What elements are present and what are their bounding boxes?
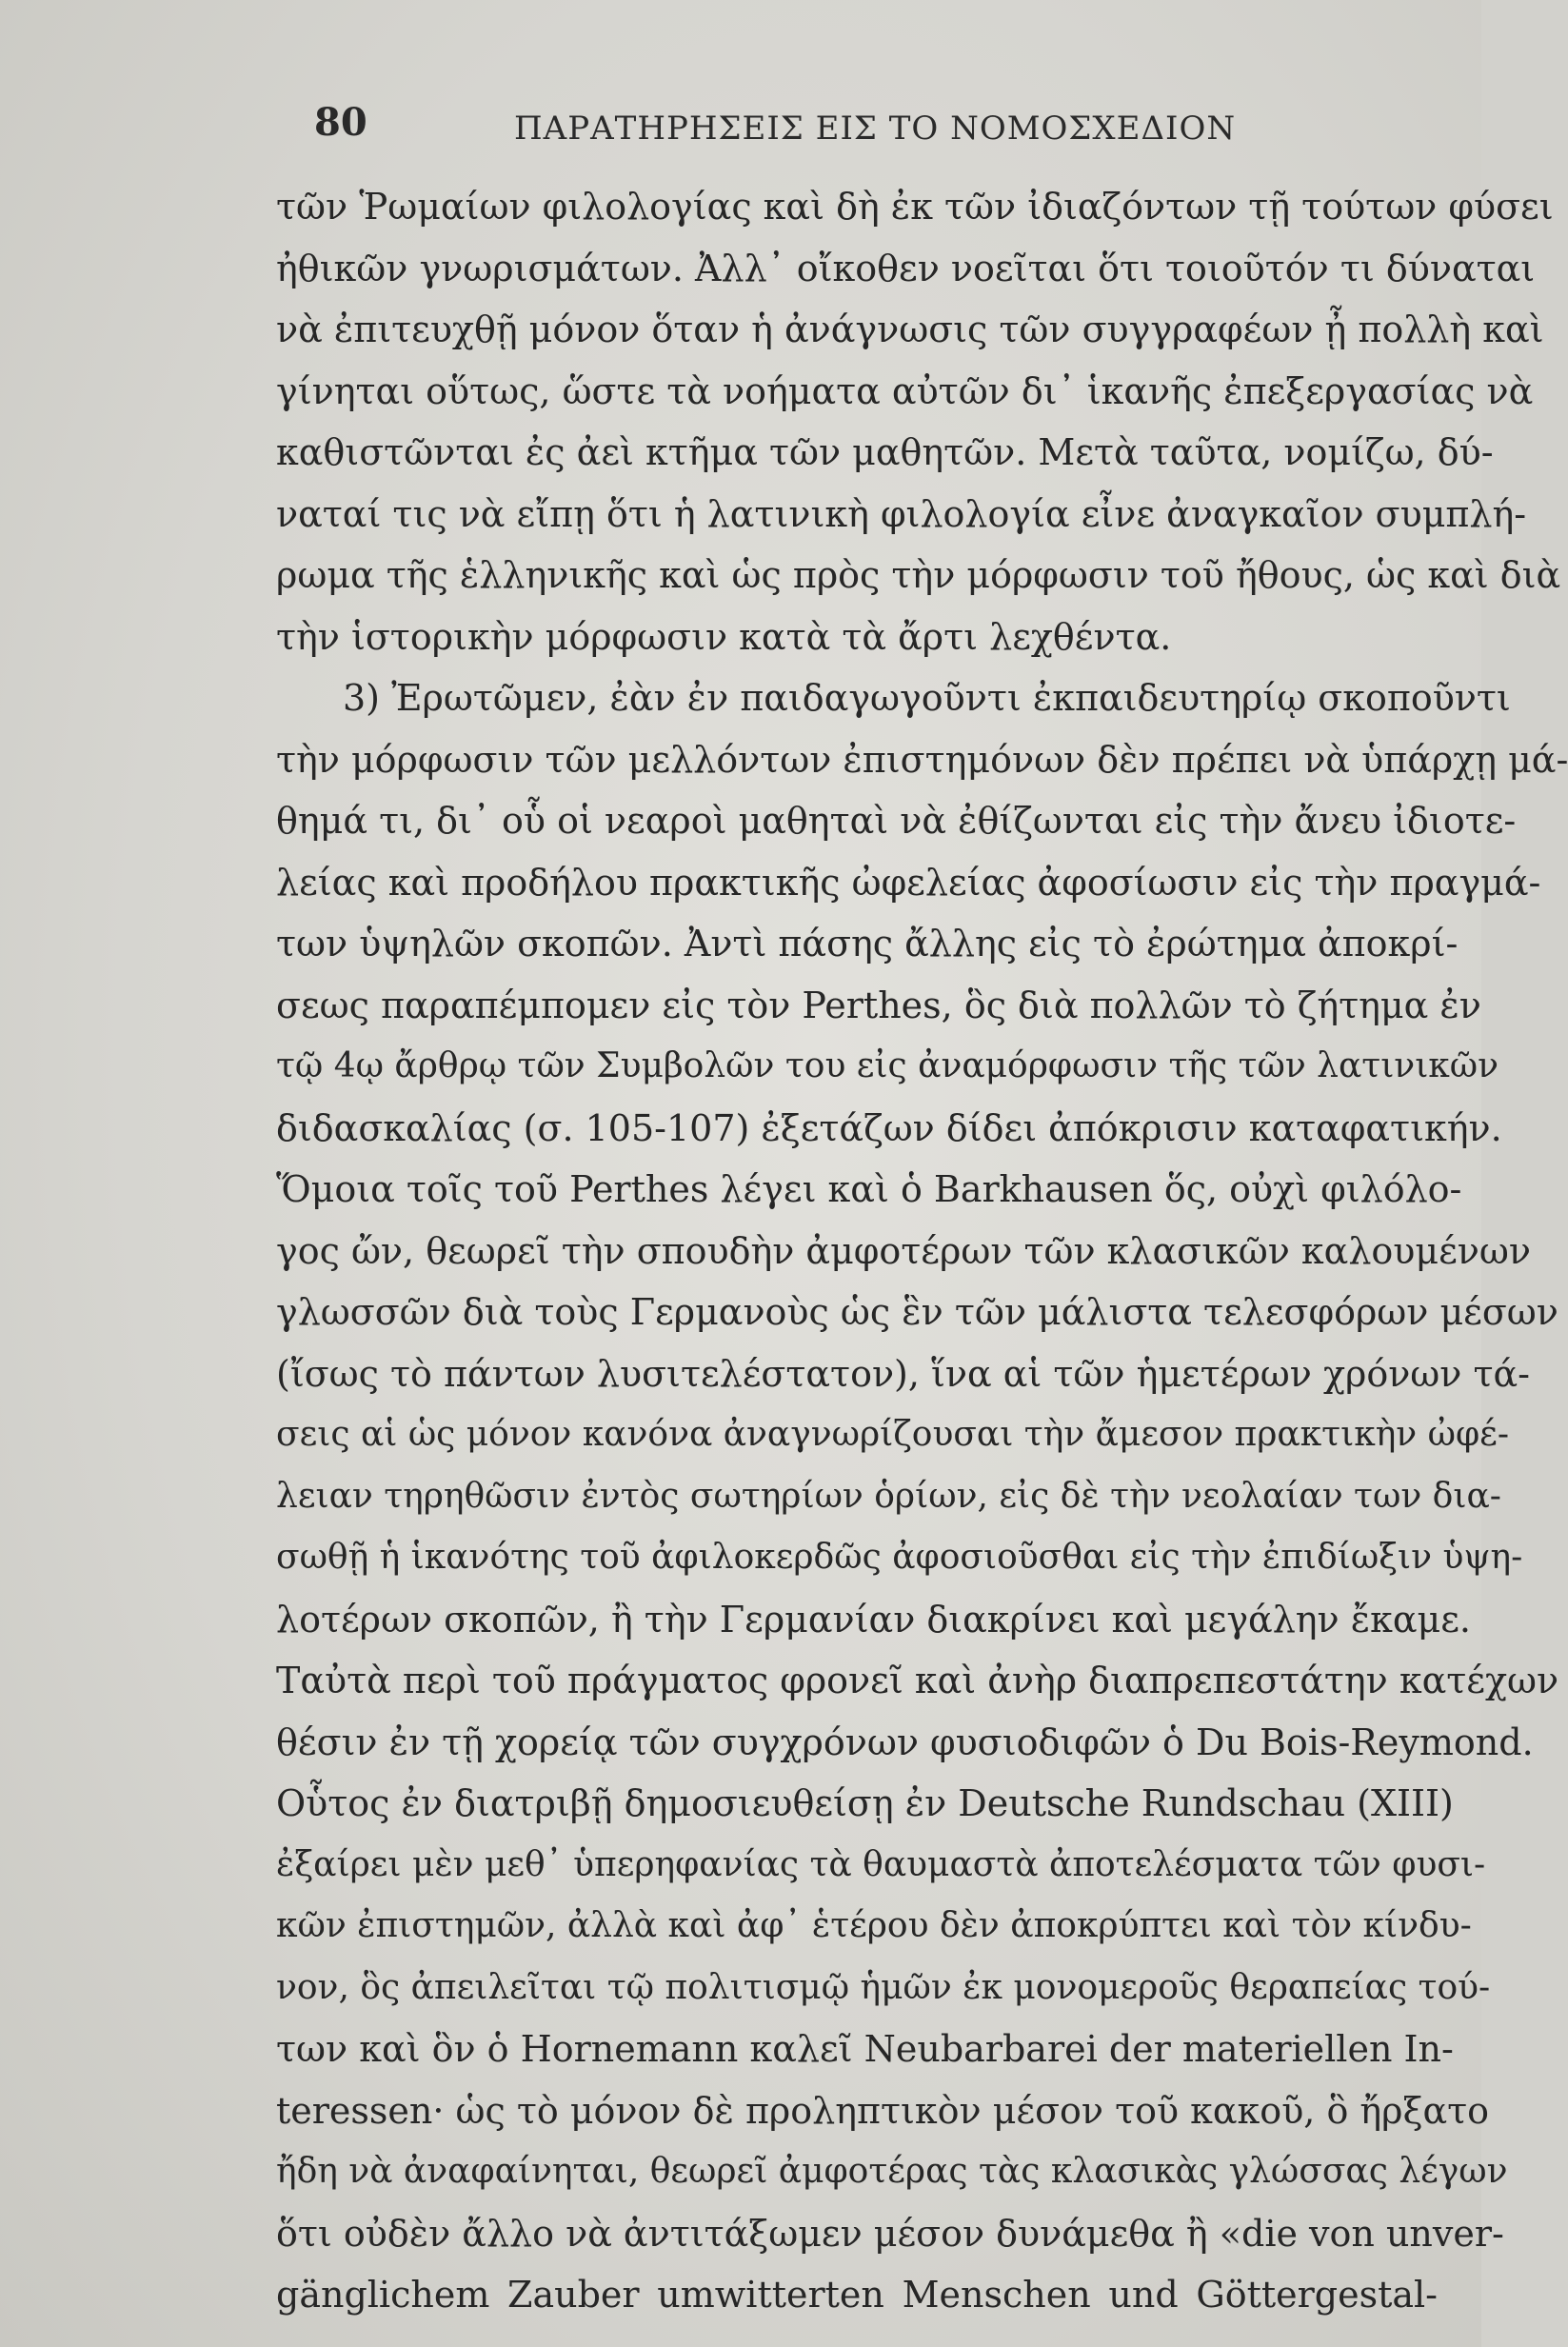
text-line: Οὗτος ἐν διατριβῇ δημοσιευθείσῃ ἐν Deutsche Rundschau (XIII) [276,1782,1454,1824]
running-title: ΠΑΡΑΤΗΡΗΣΕΙΣ ΕΙΣ ΤΟ ΝΟΜΟΣΧΕΔΙΟΝ [514,109,1237,148]
text-line: λοτέρων σκοπῶν, ἢ τὴν Γερμανίαν διακρίνει καὶ μεγάλην ἔκαμε. [276,1598,1472,1641]
text-line: θέσιν ἐν τῇ χορείᾳ τῶν συγχρόνων φυσιοδιφῶν ὁ Du Bois-Reymond. [276,1720,1534,1763]
text-line: Ὅμοια τοῖς τοῦ Perthes λέγει καὶ ὁ Barkhausen ὅς, οὐχὶ φιλόλο- [276,1168,1462,1210]
text-line: ναταί τις νὰ εἴπῃ ὅτι ἡ λατινικὴ φιλολογία εἶνε ἀναγκαῖον συμπλή- [276,492,1527,535]
text-line: ἐξαίρει μὲν μεθ᾽ ὑπερηφανίας τὰ θαυμαστὰ ἀποτελέσματα τῶν φυσι- [276,1844,1486,1884]
text-line: gänglichem Zauber umwitterten Menschen und Göttergestal- [276,2274,1438,2316]
text-line: νὰ ἐπιτευχθῇ μόνον ὅταν ἡ ἀνάγνωσις τῶν συγγραφέων ᾖ πολλὴ καὶ [276,308,1544,350]
text-line: σωθῇ ἡ ἱκανότης τοῦ ἀφιλοκερδῶς ἀφοσιοῦσθαι εἰς τὴν ἐπιδίωξιν ὑψη- [276,1538,1523,1577]
text-line: γλωσσῶν διὰ τοὺς Γερμανοὺς ὡς ἓν τῶν μάλιστα τελεσφόρων μέσων [276,1291,1558,1333]
text-line: λείας καὶ προδήλου πρακτικῆς ὠφελείας ἀφοσίωσιν εἰς τὴν πραγμά- [276,861,1541,904]
text-line: των ὑψηλῶν σκοπῶν. Ἀντὶ πάσης ἄλλης εἰς τὸ ἐρώτημα ἀποκρί- [276,923,1459,965]
text-line: καθιστῶνται ἐς ἀεὶ κτῆμα τῶν μαθητῶν. Μετὰ ταῦτα, νομίζω, δύ- [276,431,1494,473]
text-line: των καὶ ὃν ὁ Hornemann καλεῖ Neubarbarei der materiellen In- [276,2028,1454,2070]
text-line: γος ὤν, θεωρεῖ τὴν σπουδὴν ἀμφοτέρων τῶν κλασικῶν καλουμένων [276,1229,1531,1272]
text-line: σεως παραπέμπομεν εἰς τὸν Perthes, ὃς διὰ πολλῶν τὸ ζήτημα ἐν [276,984,1481,1026]
text-line: λειαν τηρηθῶσιν ἐντὸς σωτηρίων ὁρίων, εἰς δὲ τὴν νεολαίαν των δια- [276,1476,1501,1516]
body-text [276,176,1568,2326]
text-line: θημά τι, δι᾽ οὗ οἱ νεαροὶ μαθηταὶ νὰ ἐθίζωνται εἰς τὴν ἄνευ ἰδιοτε- [276,800,1517,842]
text-line: τῶν Ῥωμαίων φιλολογίας καὶ δὴ ἐκ τῶν ἰδιαζόντων τῇ τούτων φύσει [276,186,1554,228]
text-line: teressen· ὡς τὸ μόνον δὲ προληπτικὸν μέσον τοῦ κακοῦ, ὃ ἤρξατο [276,2089,1490,2132]
text-line: (ἴσως τὸ πάντων λυσιτελέστατον), ἵνα αἱ τῶν ἡμετέρων χρόνων τά- [276,1352,1530,1395]
text-line: τὴν μόρφωσιν τῶν μελλόντων ἐπιστημόνων δὲν πρέπει νὰ ὑπάρχῃ μά- [276,738,1568,781]
text-line: κῶν ἐπιστημῶν, ἀλλὰ καὶ ἀφ᾽ ἑτέρου δὲν ἀποκρύπτει καὶ τὸν κίνδυ- [276,1906,1472,1945]
text-line: νον, ὃς ἀπειλεῖται τῷ πολιτισμῷ ἡμῶν ἐκ μονομεροῦς θεραπείας τού- [276,1967,1491,2007]
text-line: γίνηται οὕτως, ὥστε τὰ νοήματα αὐτῶν δι᾽ ἱκανῆς ἐπεξεργασίας νὰ [276,369,1534,412]
text-line: διδασκαλίας (σ. 105-107) ἐξετάζων δίδει ἀπόκρισιν καταφατικήν. [276,1106,1502,1149]
paragraph-start-line: 3) Ἐρωτῶμεν, ἐὰν ἐν παιδαγωγοῦντι ἐκπαιδευτηρίῳ σκοποῦντι [343,677,1511,719]
text-line: ρωμα τῆς ἑλληνικῆς καὶ ὡς πρὸς τὴν μόρφωσιν τοῦ ἤθους, ὡς καὶ διὰ [276,554,1561,596]
page-header [314,100,1266,167]
text-line: ὅτι οὐδὲν ἄλλο νὰ ἀντιτάξωμεν μέσον δυνάμεθα ἢ «die von unver- [276,2212,1504,2255]
text-line: ἠθικῶν γνωρισμάτων. Ἀλλ᾽ οἴκοθεν νοεῖται ὅτι τοιοῦτόν τι δύναται [276,247,1536,289]
text-line: Ταὐτὰ περὶ τοῦ πράγματος φρονεῖ καὶ ἀνὴρ διαπρεπεστάτην κατέχων [276,1660,1559,1701]
text-line: σεις αἱ ὡς μόνον κανόνα ἀναγνωρίζουσαι τὴν ἄμεσον πρακτικὴν ὠφέ- [276,1415,1509,1454]
text-line: τὴν ἱστορικὴν μόρφωσιν κατὰ τὰ ἄρτι λεχθέντα. [276,615,1172,658]
text-line: ἤδη νὰ ἀναφαίνηται, θεωρεῖ ἀμφοτέρας τὰς κλασικὰς γλώσσας λέγων [276,2152,1508,2191]
page-number: 80 [314,100,367,145]
text-line: τῷ 4ῳ ἄρθρῳ τῶν Συμβολῶν του εἰς ἀναμόρφωσιν τῆς τῶν λατινικῶν [276,1046,1499,1085]
